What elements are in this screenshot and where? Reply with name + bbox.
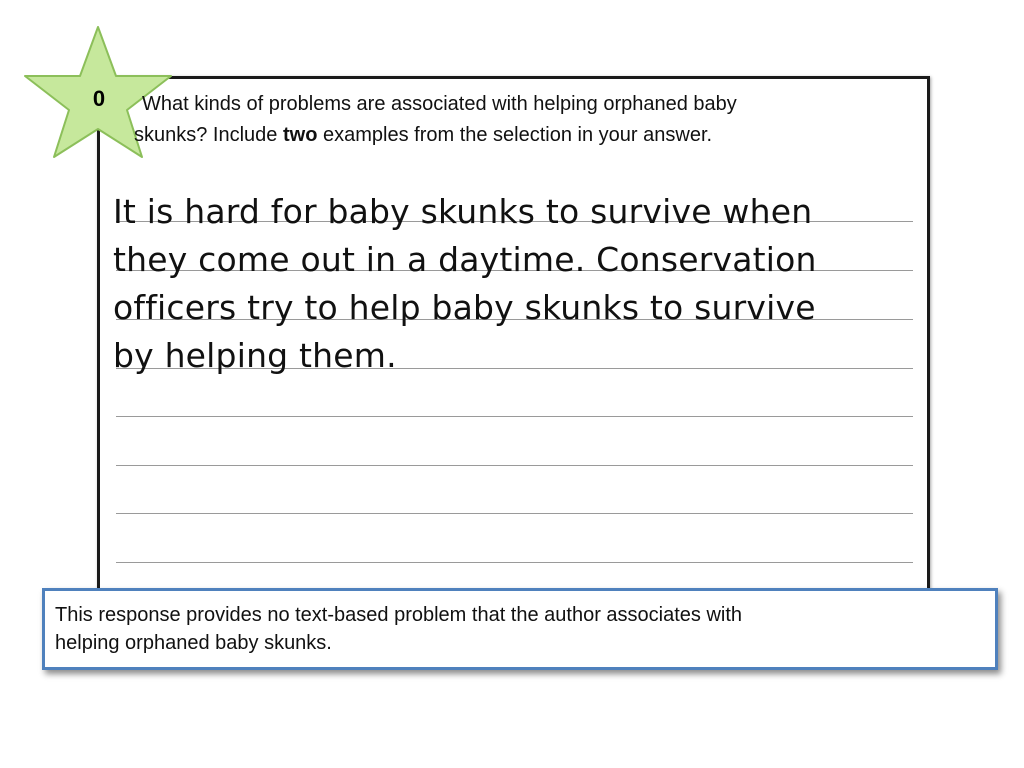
answer-line: they come out in a daytime. Conservation bbox=[113, 240, 817, 279]
question-prompt bbox=[134, 89, 914, 151]
feedback-line-1: This response provides no text-based problem that the author associates with bbox=[55, 604, 743, 626]
ruled-line bbox=[116, 416, 913, 417]
question-text: skunks? Include bbox=[134, 124, 283, 146]
ruled-line bbox=[116, 465, 913, 466]
student-answer bbox=[113, 188, 923, 380]
ruled-line bbox=[116, 562, 913, 563]
answer-line: It is hard for baby skunks to survive when bbox=[113, 192, 813, 231]
score-value: 0 bbox=[92, 86, 106, 111]
scoring-feedback-box bbox=[42, 588, 998, 670]
feedback-line-2: helping orphaned baby skunks. bbox=[55, 632, 332, 654]
answer-line: by helping them. bbox=[113, 336, 397, 375]
question-text: examples from the selection in your answer. bbox=[317, 124, 713, 146]
ruled-line bbox=[116, 513, 913, 514]
answer-line: officers try to help baby skunks to survive bbox=[113, 288, 816, 327]
question-line-1: What kinds of problems are associated with helping orphaned baby bbox=[142, 93, 737, 115]
question-emphasis: two bbox=[282, 124, 318, 146]
question-line-2 bbox=[134, 120, 914, 151]
